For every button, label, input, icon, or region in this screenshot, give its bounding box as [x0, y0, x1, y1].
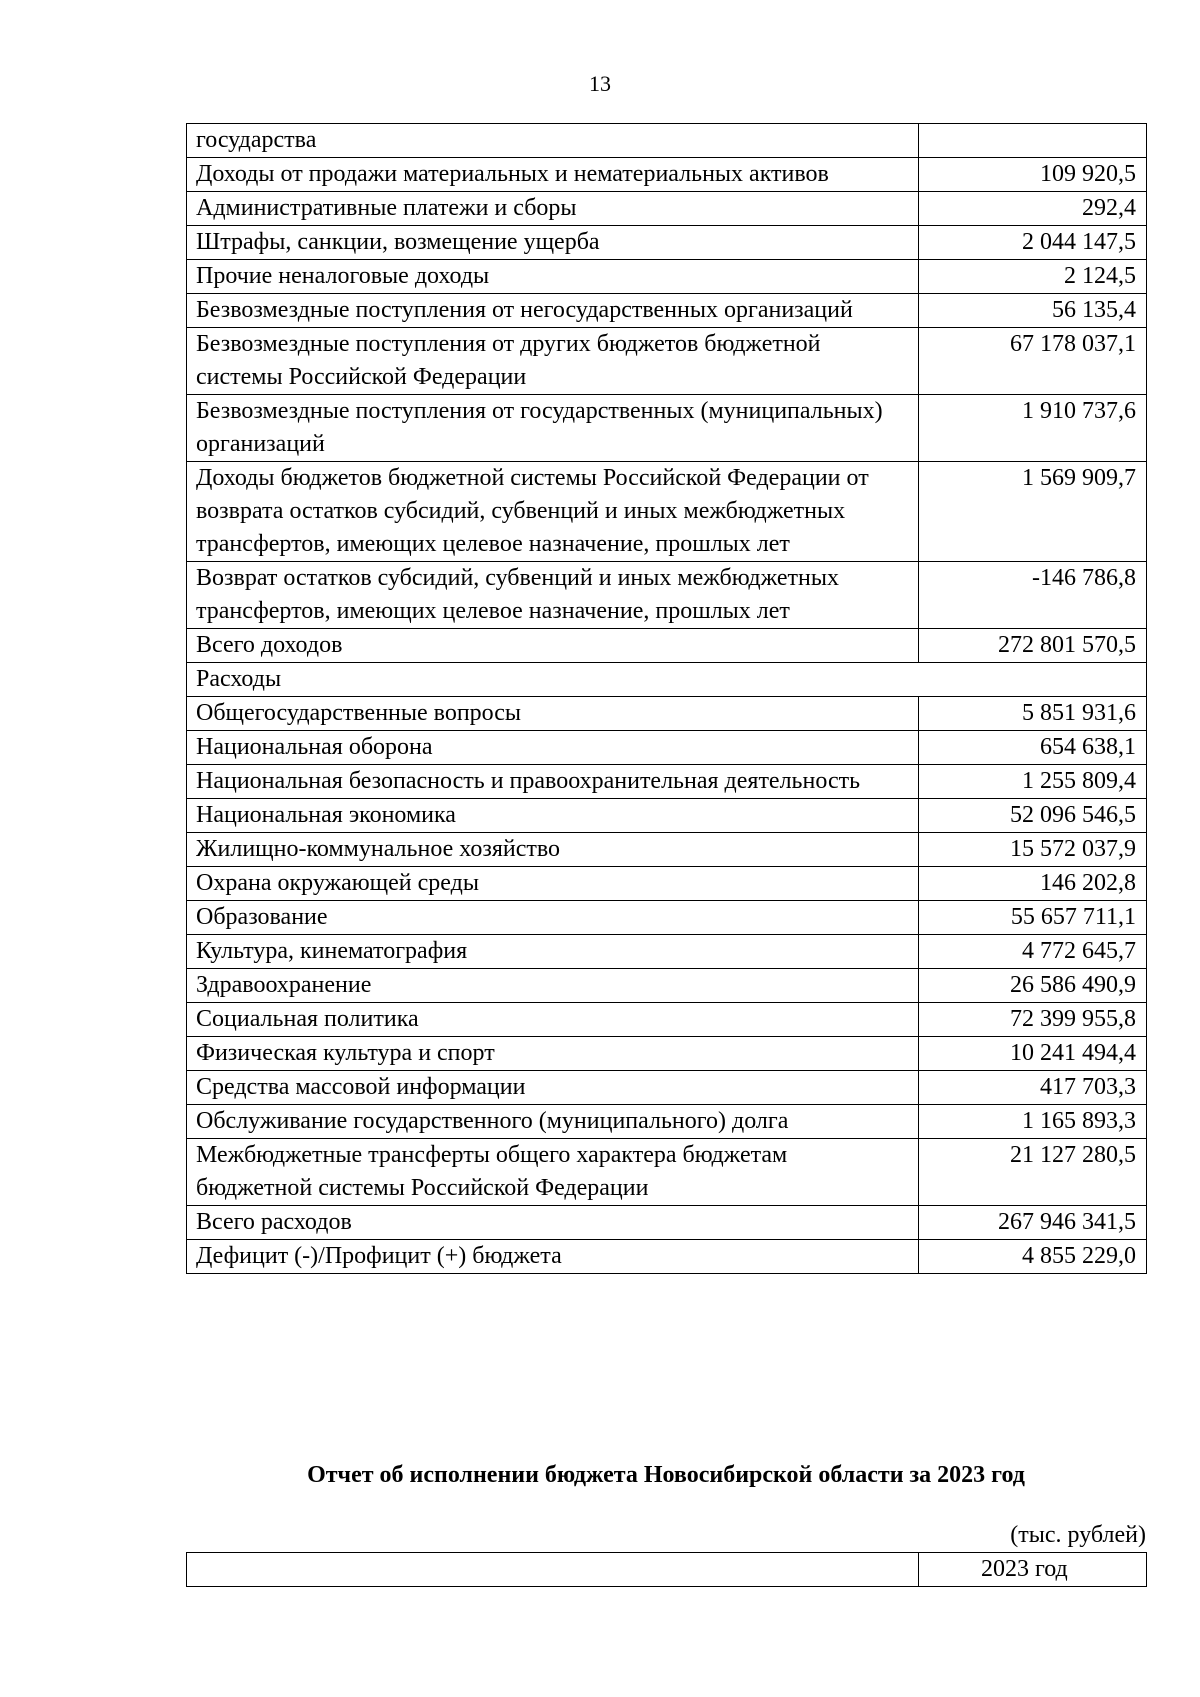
table-row	[187, 1003, 1147, 1037]
row-label-cell: Национальная оборона	[187, 731, 919, 765]
row-value-cell: 15 572 037,9	[919, 833, 1147, 867]
table-row	[187, 1240, 1147, 1274]
row-label-cell: Национальная экономика	[187, 799, 919, 833]
report-header-label-cell	[187, 1553, 919, 1587]
table-row	[187, 124, 1147, 158]
row-label-cell: Штрафы, санкции, возмещение ущерба	[187, 226, 919, 260]
table-row	[187, 1206, 1147, 1240]
row-label-cell: Доходы бюджетов бюджетной системы Российской Федерации от возврата остатков субсидий, субвенций и иных межбюджетных трансфертов, имеющих целевое назначение, прошлых лет	[187, 462, 919, 562]
row-value-cell: 146 202,8	[919, 867, 1147, 901]
row-value-cell: 52 096 546,5	[919, 799, 1147, 833]
table-row	[187, 867, 1147, 901]
row-value-cell: 1 165 893,3	[919, 1105, 1147, 1139]
row-label-cell: Культура, кинематография	[187, 935, 919, 969]
row-label-cell: Межбюджетные трансферты общего характера бюджетам бюджетной системы Российской Федерации	[187, 1139, 919, 1206]
table-row	[187, 1139, 1147, 1206]
table-row	[187, 226, 1147, 260]
row-value-cell: 417 703,3	[919, 1071, 1147, 1105]
row-value-cell: -146 786,8	[919, 562, 1147, 629]
row-label-cell: Общегосударственные вопросы	[187, 697, 919, 731]
row-value-cell	[919, 124, 1147, 158]
table-row	[187, 799, 1147, 833]
row-label-cell: Охрана окружающей среды	[187, 867, 919, 901]
row-value-cell: 56 135,4	[919, 294, 1147, 328]
table-row	[187, 935, 1147, 969]
row-value-cell: 2 044 147,5	[919, 226, 1147, 260]
table-row	[187, 260, 1147, 294]
units-label: (тыс. рублей)	[1010, 1522, 1146, 1548]
table-row	[187, 663, 1147, 697]
row-label-cell: Безвозмездные поступления от других бюджетов бюджетной системы Российской Федерации	[187, 328, 919, 395]
row-value-cell: 26 586 490,9	[919, 969, 1147, 1003]
row-label-cell: Образование	[187, 901, 919, 935]
row-value-cell: 654 638,1	[919, 731, 1147, 765]
row-value-cell: 2 124,5	[919, 260, 1147, 294]
row-value-cell: 21 127 280,5	[919, 1139, 1147, 1206]
table-row	[187, 1037, 1147, 1071]
table-row	[187, 158, 1147, 192]
row-value-cell: 72 399 955,8	[919, 1003, 1147, 1037]
table-row	[187, 901, 1147, 935]
table-row	[187, 328, 1147, 395]
row-label-cell: Прочие неналоговые доходы	[187, 260, 919, 294]
row-label-cell: Физическая культура и спорт	[187, 1037, 919, 1071]
row-label-cell: Административные платежи и сборы	[187, 192, 919, 226]
row-label-cell: Всего доходов	[187, 629, 919, 663]
report-header-table	[186, 1552, 1147, 1587]
table-row	[187, 765, 1147, 799]
row-label-cell: Средства массовой информации	[187, 1071, 919, 1105]
row-label-cell: Дефицит (-)/Профицит (+) бюджета	[187, 1240, 919, 1274]
row-label-cell: Возврат остатков субсидий, субвенций и иных межбюджетных трансфертов, имеющих целевое назначение, прошлых лет	[187, 562, 919, 629]
page-number: 13	[589, 71, 611, 96]
table-row	[187, 969, 1147, 1003]
row-label-cell: Социальная политика	[187, 1003, 919, 1037]
row-label-cell: Здравоохранение	[187, 969, 919, 1003]
report-title: Отчет об исполнении бюджета Новосибирской области за 2023 год	[307, 1462, 1025, 1488]
row-label-cell: Всего расходов	[187, 1206, 919, 1240]
row-value-cell: 267 946 341,5	[919, 1206, 1147, 1240]
budget-table	[186, 123, 1147, 1274]
table-row	[187, 1105, 1147, 1139]
row-label-cell: Расходы	[187, 663, 1147, 697]
row-value-cell: 1 569 909,7	[919, 462, 1147, 562]
table-row	[187, 731, 1147, 765]
table-row	[187, 629, 1147, 663]
report-header-year-cell: 2023 год	[919, 1553, 1147, 1587]
table-row	[187, 1071, 1147, 1105]
row-value-cell: 109 920,5	[919, 158, 1147, 192]
row-label-cell: государства	[187, 124, 919, 158]
row-value-cell: 4 855 229,0	[919, 1240, 1147, 1274]
table-row	[187, 294, 1147, 328]
table-row	[187, 562, 1147, 629]
row-label-cell: Обслуживание государственного (муниципального) долга	[187, 1105, 919, 1139]
row-value-cell: 272 801 570,5	[919, 629, 1147, 663]
row-label-cell: Доходы от продажи материальных и нематериальных активов	[187, 158, 919, 192]
table-row	[187, 192, 1147, 226]
row-value-cell: 1 255 809,4	[919, 765, 1147, 799]
row-value-cell: 67 178 037,1	[919, 328, 1147, 395]
row-label-cell: Национальная безопасность и правоохранительная деятельность	[187, 765, 919, 799]
table-row	[187, 833, 1147, 867]
row-value-cell: 10 241 494,4	[919, 1037, 1147, 1071]
report-header-row	[187, 1553, 1147, 1587]
row-label-cell: Безвозмездные поступления от негосударственных организаций	[187, 294, 919, 328]
table-row	[187, 395, 1147, 462]
row-label-cell: Безвозмездные поступления от государственных (муниципальных) организаций	[187, 395, 919, 462]
row-value-cell: 292,4	[919, 192, 1147, 226]
row-value-cell: 5 851 931,6	[919, 697, 1147, 731]
table-row	[187, 462, 1147, 562]
table-row	[187, 697, 1147, 731]
row-value-cell: 1 910 737,6	[919, 395, 1147, 462]
row-label-cell: Жилищно-коммунальное хозяйство	[187, 833, 919, 867]
row-value-cell: 55 657 711,1	[919, 901, 1147, 935]
row-value-cell: 4 772 645,7	[919, 935, 1147, 969]
budget-table-body	[187, 124, 1147, 1274]
